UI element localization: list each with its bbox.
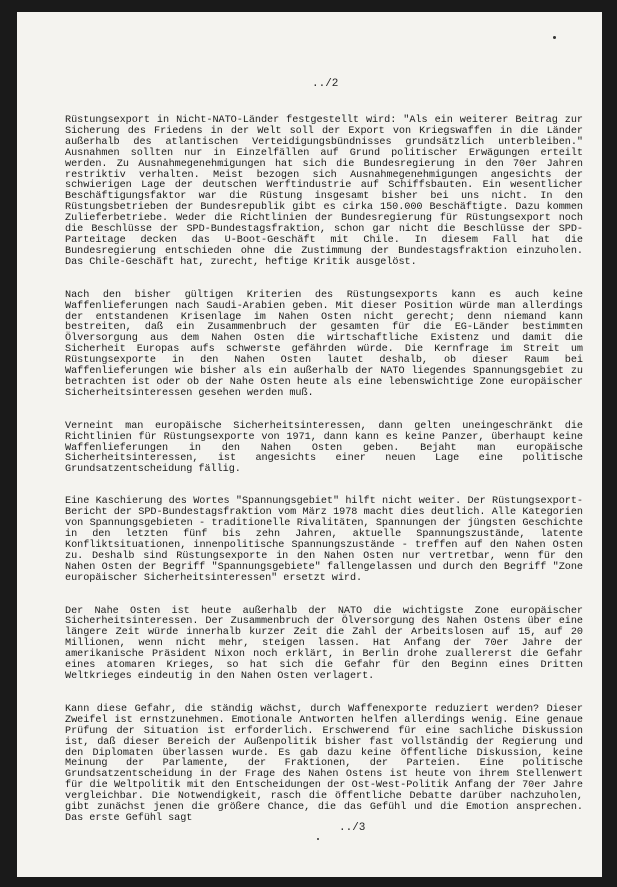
paragraph-3: Verneint man europäische Sicherheitsinteressen, dann gelten uneingeschränkt die Richtlinien für Rüstungsexporte von 1971, dann kann es keine Panzer, überhaupt keine Waffenlieferungen in den Nahen Osten geben. Bejaht man europäische Sicherheitsinteressen, ist angesichts einer neuen Lage eine politische Grundsatzentscheidung fällig. <box>65 420 583 476</box>
page-speck <box>553 36 556 39</box>
paragraph-5: Der Nahe Osten ist heute außerhalb der NATO die wichtigste Zone europäischer Sicherheitsinteressen. Der Zusammenbruch der Ölversorgung des Nahen Ostens über eine längere Zeit würde innerhalb kurzer Zeit die Zahl der Arbeitslosen auf 15, auf 20 Millionen, wenn nicht mehr, steigen lassen. Hat Anfang der 70er Jahre der amerikanische Präsident Nixon noch erklärt, in Berlin drohe zuallererst die Gefahr eines atomaren Krieges, so hat sich die Gefahr für den Beginn eines Dritten Weltkrieges eindeutig in den Nahen Osten verlagert. <box>65 605 583 682</box>
paragraph-6: Kann diese Gefahr, die ständig wächst, durch Waffenexporte reduziert werden? Dieser Zweifel ist ernstzunehmen. Emotionale Antworten helfen allerdings wenig. Eine genaue Prüfung der Situation ist erforderlich. Erschwerend für eine sachliche Diskussion ist, daß dieser Bereich der Außenpolitik bisher fast vollständig der Regierung und den Diplomaten überlassen wurde. Es gab dazu keine öffentliche Diskussion, keine Meinung der Parlamente, der Fraktionen, der Parteien. Eine politische Grundsatzentscheidung in der Frage des Nahen Ostens ist heute von ihrem Stellenwert für die Weltpolitik mit den Entscheidungen der Ost-West-Politik Anfang der 70er Jahre vergleichbar. Die Notwendigkeit, rasch die öffentliche Debatte darüber nachzuholen, gibt zunächst jenen die größere Chance, die das Gefühl und die Emotion ansprechen. Das erste Gefühl sagt <box>65 703 583 824</box>
page-continuation-footer: ../3 <box>339 822 366 834</box>
paragraph-1: Rüstungsexport in Nicht-NATO-Länder festgestellt wird: "Als ein weiterer Beitrag zur Sicherung des Friedens in der Welt soll der Export von Kriegswaffen in die Länder außerhalb des atlantischen Verteidigungsbündnisses grundsätzlich unterbleiben." Ausnahmen sollten nur in Einzelfällen auf Grund politischer Erwägungen erteilt werden. Zu Ausnahmegenehmigungen hat sich die Bundesregierung in den 70er Jahren restriktiv verhalten. Meist bezogen sich Ausnahmegenehmigungen angesichts der schwierigen Lage der deutschen Werftindustrie auf Schiffsbauten. Ein wesentlicher Beschäftigungsfaktor war die Rüstung insgesamt bisher bei uns nicht. In den Rüstungsbetrieben der Bundesrepublik gibt es cirka 150.000 Beschäftigte. Dazu kommen Zulieferbetriebe. Weder die Richtlinien der Bundesregierung für Rüstungsexport noch die Beschlüsse der SPD-Bundestagsfraktion, schon gar nicht die Beschlüsse der SPD-Parteitage decken das U-Boot-Geschäft mit Chile. In diesem Fall hat die Bundesregierung entschieden ohne die Zustimmung der Bundestagsfraktion einzuholen. Das Chile-Geschäft hat, zurecht, heftige Kritik ausgelöst. <box>65 115 583 268</box>
document-body <box>65 116 583 847</box>
document-page <box>17 12 602 877</box>
paragraph-4: Eine Kaschierung des Wortes "Spannungsgebiet" hilft nicht weiter. Der Rüstungsexport-Bericht der SPD-Bundestagsfraktion vom März 1978 macht dies deutlich. Alle Kategorien von Spannungsgebieten - traditionelle Rivalitäten, Spannungen der jüngsten Geschichte in den letzten fünf bis zehn Jahren, aktuelle Spannungszustände, latente Konfliktsituationen, innenpolitische Spannungszustände - treffen auf den Nahen Osten zu. Deshalb sind Rüstungsexporte in den Nahen Osten nur vertretbar, wenn für den Nahen Osten der Begriff "Spannungsgebiete" fallengelassen und durch den Begriff "Zone europäischer Sicherheitsinteressen" ersetzt wird. <box>65 496 583 584</box>
paragraph-2: Nach den bisher gültigen Kriterien des Rüstungsexports kann es auch keine Waffenlieferungen nach Saudi-Arabien geben. Mit dieser Position würde man allerdings der entstandenen Krisenlage im Nahen Osten nicht gerecht; denn niemand kann bestreiten, daß ein Zusammenbruch der gesamten für die EG-Länder bestimmten Ölversorgung aus dem Nahen Osten die wirtschaftliche Existenz und damit die Sicherheit Europas aufs schwerste gefährden würde. Die Kernfrage im Streit um Rüstungsexporte in den Nahen Osten lautet deshalb, ob dieser Raum bei Waffenlieferungen wie bisher als ein außerhalb der NATO liegendes Spannungsgebiet zu betrachten ist oder ob der Nahe Osten heute als eine lebenswichtige Zone europäischer Sicherheitsinteressen gesehen werden muß. <box>65 289 583 399</box>
page-continuation-header: ../2 <box>312 78 339 90</box>
